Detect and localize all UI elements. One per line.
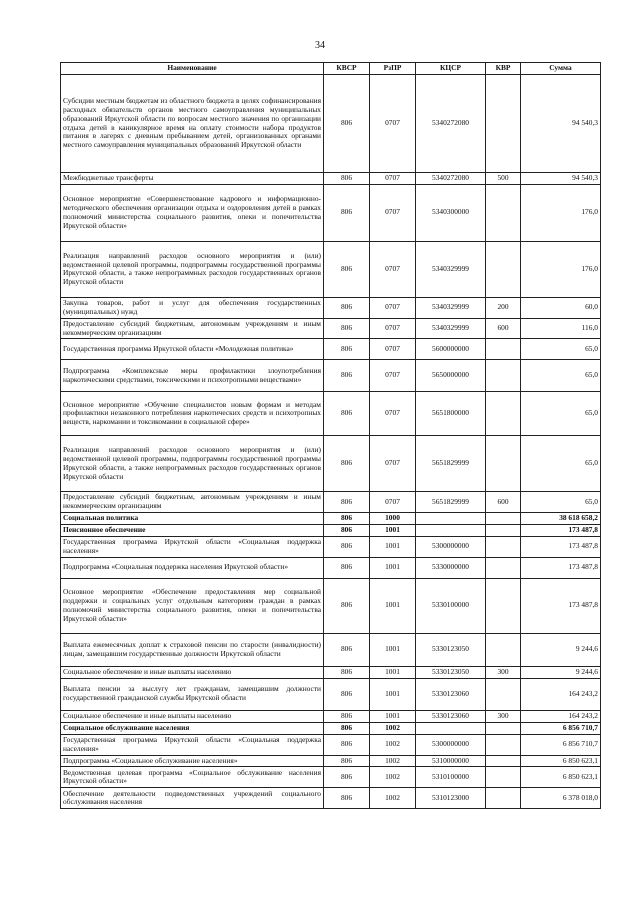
cell-name: Социальная политика [61,513,324,525]
cell-kvsr: 806 [324,710,370,722]
table-body [61,75,601,809]
cell-rzpr: 0707 [370,436,416,492]
cell-kcsr: 5340329999 [416,241,486,297]
cell-rzpr: 1002 [370,788,416,809]
cell-rzpr: 1002 [370,722,416,734]
cell-name: Социальное обеспечение и иные выплаты населению [61,666,324,678]
table-row [61,767,601,788]
table-row [61,513,601,525]
table-row [61,722,601,734]
cell-name: Обеспечение деятельности подведомственных учреждений социального обслуживания населения [61,788,324,809]
cell-name: Межбюджетные трансферты [61,173,324,185]
table-row [61,536,601,557]
cell-rzpr: 1001 [370,536,416,557]
cell-rzpr: 1001 [370,578,416,633]
cell-kcsr: 5600000000 [416,339,486,360]
cell-kvr: 300 [486,710,521,722]
cell-name: Социальное обслуживание населения [61,722,324,734]
cell-kcsr: 5310123000 [416,788,486,809]
cell-name: Государственная программа Иркутской области «Социальная поддержка населения» [61,734,324,755]
cell-sum: 6 856 710,7 [521,734,601,755]
cell-sum: 173 487,8 [521,557,601,578]
table-row [61,173,601,185]
cell-sum: 9 244,6 [521,633,601,666]
cell-kvr [486,755,521,767]
cell-name: Выплата ежемесячных доплат к страховой пенсии по старости (инвалидности) лицам, замещавшим государственные должности Иркутской области [61,633,324,666]
cell-kvr [486,392,521,436]
cell-kcsr [416,525,486,537]
cell-kvr: 600 [486,492,521,513]
cell-kvsr: 806 [324,678,370,710]
cell-sum: 116,0 [521,318,601,339]
cell-name: Социальное обеспечение и иные выплаты населению [61,710,324,722]
cell-kvr: 500 [486,173,521,185]
cell-kvsr: 806 [324,722,370,734]
cell-name: Основное мероприятие «Совершенствование кадрового и информационно-методического обеспечения организации отдыха и оздоровления детей в рамках полномочий министерства социального развития, опеки и попечительства Иркутской области» [61,184,324,241]
cell-kvsr: 806 [324,492,370,513]
table-row [61,436,601,492]
cell-sum: 65,0 [521,360,601,392]
cell-kvr [486,525,521,537]
cell-kcsr: 5651829999 [416,492,486,513]
cell-kvsr: 806 [324,767,370,788]
cell-kcsr: 5650000000 [416,360,486,392]
cell-kvr [486,767,521,788]
cell-rzpr: 1000 [370,513,416,525]
cell-kvr [486,788,521,809]
cell-rzpr: 1001 [370,666,416,678]
cell-kvr [486,184,521,241]
cell-kvsr: 806 [324,241,370,297]
cell-name: Подпрограмма «Комплексные меры профилактики злоупотребления наркотическими средствами, токсическими и психотропными веществами» [61,360,324,392]
cell-name: Государственная программа Иркутской области «Социальная поддержка населения» [61,536,324,557]
cell-name: Пенсионное обеспечение [61,525,324,537]
cell-kvsr: 806 [324,755,370,767]
cell-kcsr: 5300000000 [416,734,486,755]
cell-name: Выплата пенсии за выслугу лет гражданам, замещавшим должности государственной гражданской службы Иркутской области [61,678,324,710]
cell-sum: 60,0 [521,297,601,318]
cell-name: Закупка товаров, работ и услуг для обеспечения государственных (муниципальных) нужд [61,297,324,318]
cell-kcsr: 5651829999 [416,436,486,492]
table-row [61,184,601,241]
cell-kvr: 600 [486,318,521,339]
cell-kvsr: 806 [324,734,370,755]
cell-kvsr: 806 [324,184,370,241]
cell-kcsr: 5340272080 [416,75,486,173]
cell-name: Субсидии местным бюджетам из областного бюджета в целях софинансирования расходных обязательств органов местного самоуправления муниципальных образований Иркутской области по вопросам местного значения по организации отдыха детей в каникулярное время на оплату стоимости набора продуктов питания в лагерях с дневным пребыванием детей, организованных органами местного самоуправления муниципальных образований Иркутской области [61,75,324,173]
budget-table [60,62,601,809]
cell-kvr: 200 [486,297,521,318]
table-row [61,734,601,755]
table-header-row [61,63,601,75]
cell-rzpr: 0707 [370,339,416,360]
cell-kvsr: 806 [324,436,370,492]
cell-kvsr: 806 [324,75,370,173]
cell-rzpr: 0707 [370,184,416,241]
cell-name: Подпрограмма «Социальная поддержка населения Иркутской области» [61,557,324,578]
cell-kvsr: 806 [324,513,370,525]
table-row [61,678,601,710]
cell-kcsr: 5330000000 [416,557,486,578]
cell-rzpr: 1001 [370,633,416,666]
cell-rzpr: 0707 [370,360,416,392]
table-row [61,339,601,360]
table-row [61,633,601,666]
cell-sum: 94 540,3 [521,75,601,173]
table-row [61,788,601,809]
cell-kvr [486,75,521,173]
cell-kvsr: 806 [324,392,370,436]
cell-kvsr: 806 [324,536,370,557]
header-kcsr: КЦСР [416,63,486,75]
table-row [61,710,601,722]
cell-rzpr: 0707 [370,392,416,436]
cell-kcsr: 5330123050 [416,666,486,678]
cell-name: Реализация направлений расходов основного мероприятия и (или) ведомственной целевой программы, подпрограммы государственной программы Иркутской области, а также непрограммных расходов государственных органов Иркутской области [61,436,324,492]
cell-kcsr: 5651800000 [416,392,486,436]
cell-kcsr [416,722,486,734]
table-row [61,297,601,318]
cell-kcsr: 5330123050 [416,633,486,666]
cell-sum: 6 856 710,7 [521,722,601,734]
cell-rzpr: 1001 [370,678,416,710]
cell-kcsr: 5310100000 [416,767,486,788]
cell-sum: 65,0 [521,339,601,360]
cell-kvsr: 806 [324,297,370,318]
header-kvsr: КВСР [324,63,370,75]
cell-sum: 6 850 623,1 [521,767,601,788]
cell-kvr [486,436,521,492]
cell-sum: 173 487,8 [521,536,601,557]
cell-kvr [486,633,521,666]
cell-kvr [486,339,521,360]
header-kvr: КВР [486,63,521,75]
table-row [61,755,601,767]
cell-kvr [486,734,521,755]
cell-rzpr: 1001 [370,525,416,537]
cell-kvsr: 806 [324,788,370,809]
table-row [61,666,601,678]
cell-rzpr: 1001 [370,557,416,578]
cell-rzpr: 1002 [370,734,416,755]
cell-name: Предоставление субсидий бюджетным, автономным учреждениям и иным некоммерческим организациям [61,492,324,513]
cell-name: Основное мероприятие «Обучение специалистов новым формам и методам профилактики незаконного потребления наркотических средств и психотропных веществ, наркомании и токсикомании в социальной сфере» [61,392,324,436]
cell-kvsr: 806 [324,360,370,392]
table-row [61,318,601,339]
table-row [61,75,601,173]
cell-kvr [486,557,521,578]
cell-kcsr: 5340272080 [416,173,486,185]
cell-sum: 38 618 658,2 [521,513,601,525]
cell-kvr [486,678,521,710]
cell-kvsr: 806 [324,318,370,339]
page-number: 34 [315,40,325,51]
cell-name: Подпрограмма «Социальное обслуживание населения» [61,755,324,767]
cell-rzpr: 0707 [370,75,416,173]
cell-rzpr: 0707 [370,173,416,185]
cell-kcsr: 5340329999 [416,297,486,318]
cell-rzpr: 1002 [370,767,416,788]
cell-kvsr: 806 [324,666,370,678]
cell-name: Ведомственная целевая программа «Социальное обслуживание населения Иркутской области» [61,767,324,788]
cell-kvr: 300 [486,666,521,678]
cell-kcsr: 5300000000 [416,536,486,557]
cell-sum: 176,0 [521,241,601,297]
header-sum: Сумма [521,63,601,75]
cell-rzpr: 0707 [370,492,416,513]
cell-kvr [486,513,521,525]
cell-kvr [486,536,521,557]
cell-kcsr: 5310000000 [416,755,486,767]
cell-rzpr: 0707 [370,297,416,318]
cell-sum: 164 243,2 [521,710,601,722]
cell-kvsr: 806 [324,525,370,537]
cell-rzpr: 0707 [370,241,416,297]
table-row [61,525,601,537]
table-row [61,492,601,513]
cell-kcsr: 5330123060 [416,710,486,722]
header-name: Наименование [61,63,324,75]
cell-rzpr: 1002 [370,755,416,767]
cell-sum: 164 243,2 [521,678,601,710]
cell-sum: 94 540,3 [521,173,601,185]
cell-name: Предоставление субсидий бюджетным, автономным учреждениям и иным некоммерческим организациям [61,318,324,339]
cell-name: Реализация направлений расходов основного мероприятия и (или) ведомственной целевой программы, подпрограммы государственной программы Иркутской области, а также непрограммных расходов государственных органов Иркутской области [61,241,324,297]
table-row [61,360,601,392]
table-row [61,392,601,436]
cell-sum: 65,0 [521,492,601,513]
cell-sum: 6 850 623,1 [521,755,601,767]
cell-sum: 9 244,6 [521,666,601,678]
cell-kvr [486,578,521,633]
cell-sum: 173 487,8 [521,578,601,633]
table-row [61,241,601,297]
cell-sum: 6 378 018,0 [521,788,601,809]
cell-kcsr: 5340300000 [416,184,486,241]
cell-rzpr: 0707 [370,318,416,339]
cell-kvsr: 806 [324,339,370,360]
cell-kvsr: 806 [324,557,370,578]
header-rzpr: РзПР [370,63,416,75]
cell-kvsr: 806 [324,633,370,666]
cell-sum: 173 487,8 [521,525,601,537]
cell-sum: 176,0 [521,184,601,241]
table-row [61,578,601,633]
cell-rzpr: 1001 [370,710,416,722]
cell-kcsr [416,513,486,525]
cell-name: Государственная программа Иркутской области «Молодежная политика» [61,339,324,360]
cell-kcsr: 5340329999 [416,318,486,339]
cell-kvr [486,360,521,392]
cell-kcsr: 5330123060 [416,678,486,710]
cell-kvsr: 806 [324,173,370,185]
cell-kvr [486,722,521,734]
cell-name: Основное мероприятие «Обеспечение предоставления мер социальной поддержки и социальных услуг отдельным категориям граждан в рамках полномочий министерства социального развития, опеки и попечительства Иркутской области» [61,578,324,633]
cell-kcsr: 5330100000 [416,578,486,633]
cell-sum: 65,0 [521,436,601,492]
cell-sum: 65,0 [521,392,601,436]
cell-kvr [486,241,521,297]
cell-kvsr: 806 [324,578,370,633]
table-row [61,557,601,578]
